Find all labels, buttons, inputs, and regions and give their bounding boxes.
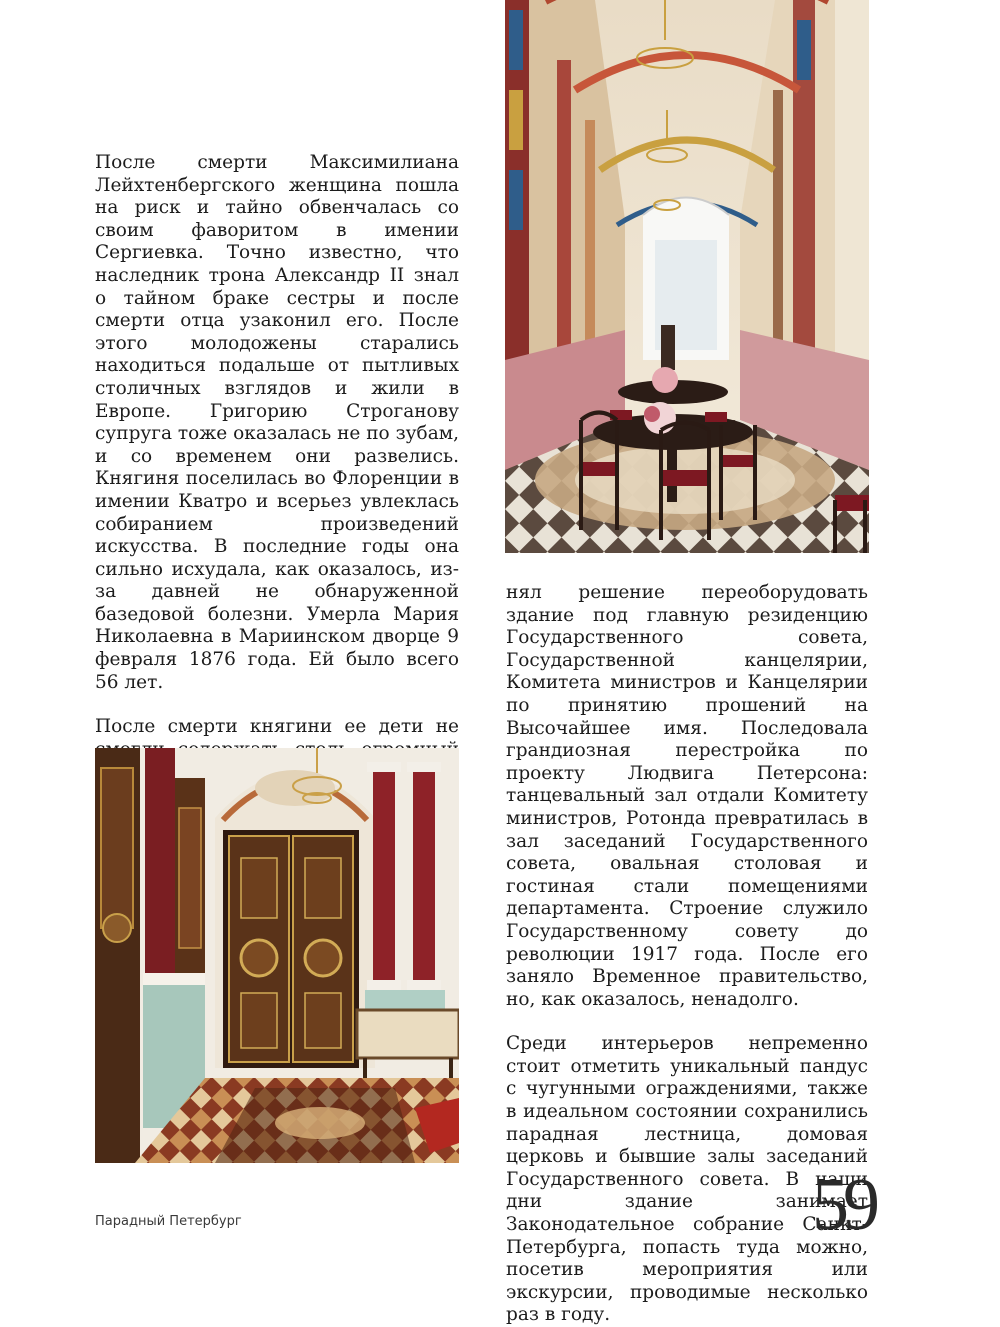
publication-title: Парадный Петербург [95,1214,242,1229]
paragraph: После смерти княгини ее дети не [95,716,459,738]
paragraph: После смерти Максимилиана Лейхтенбергского женщина пошла на риск и тайно обвенчалась со своим фаворитом в имении Сергиевка. Точно известно, что наследник трона Александр II знал о тайном браке сестры и после смерти отца узаконил его. После этого молодожены старались находиться подальше от пытливых столичных взглядов и жили в Европе. Григорию Строганову супруга тоже оказалась не по зубам, и со временем они развелись. Княгиня поселилась во Флоренции в имении Кватро и всерьез увлеклась собиранием произведений искусства. В последние годы она сильно исхудала, как оказалось, из-за давней не обнаруженной базедовой болезни. Умерла Мария Николаевна в Мариинском дворце 9 февраля 1876 года. Ей было всего 56 лет. [95,152,459,693]
paragraph: нял решение переоборудовать здание под главную резиденцию Государственного совета, Государственной канцелярии, Комитета министров и Канцелярии по принятию прошений на Высочайшее имя. Последовала грандиозная перестройка по проекту Людвига Петерсона: танцевальный зал отдали Комитету министров, Ротонда превратилась в зал заседаний Государственного совета, овальная столовая и гостиная стали помещениями департамента. Строение служило Государственному совету до революции 1917 года. После его заняло Временное правительство, но, как оказалось, ненадолго. [506,582,868,1010]
gallery-dining-room-photo [505,0,869,553]
ornate-door-photo [95,748,459,1163]
paragraph: Среди интерьеров непременно стоит отметить уникальный пандус с чугунными ограждениями, также в идеальном состоянии сохранились парадная лестница, домовая церковь и бывшие залы заседаний Государственного совета. В наши дни здание занимает Законодательное собрание Санкт-Петербурга, попасть туда можно, посетив мероприятия или экскурсии, проводимые несколько раз в году. [506,1033,868,1326]
page-number: 59 [812,1164,874,1246]
